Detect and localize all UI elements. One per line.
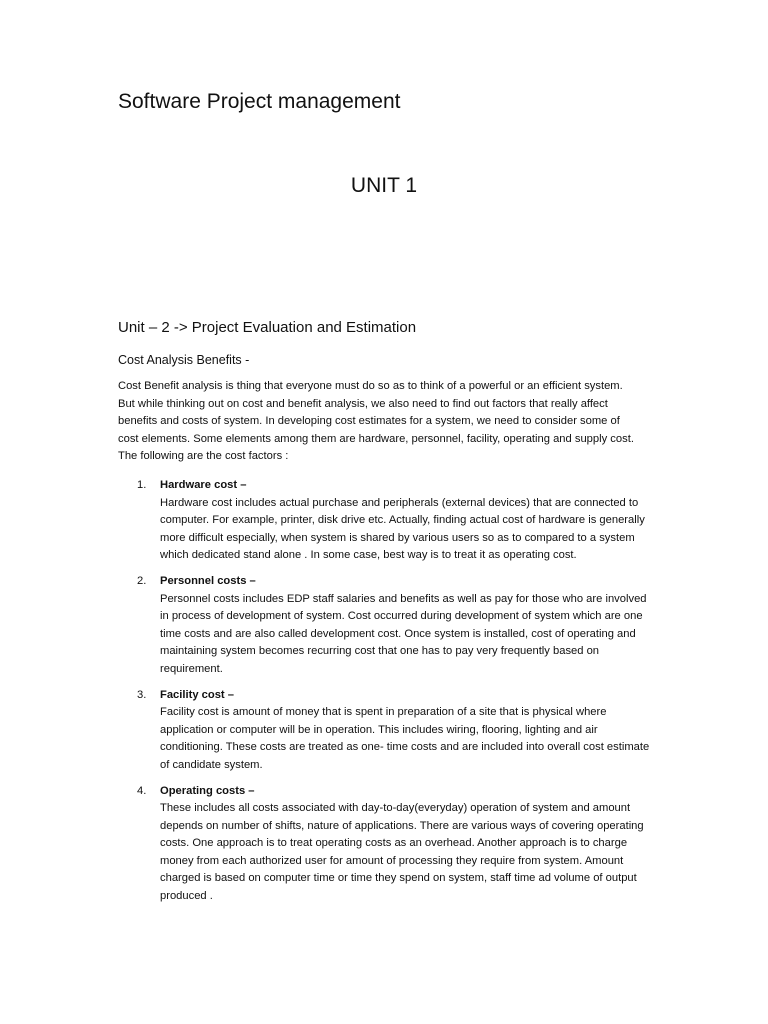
list-item-text: Facility cost is amount of money that is spent in preparation of a site that is physical where application or computer will be in operation. This includes wiring, flooring, lighting and air conditioning. These costs are treated as one- time costs and are included into overall cost estimate of candidate system. <box>160 706 650 771</box>
list-item-text: Hardware cost includes actual purchase and peripherals (external devices) that are connected to computer. For example, printer, disk drive etc. Actually, finding actual cost of hardware is generally more difficult especially, when system is shared by various users so as to compared to a system which dedicated stand alone . In some case, best way is to treat it as operating cost. <box>160 496 645 562</box>
document-title: Software Project management <box>118 90 401 113</box>
list-item-hardware-cost <box>118 477 653 565</box>
cost-factor-list <box>118 477 653 914</box>
list-item-number: 2. <box>137 574 147 587</box>
intro-paragraph: Cost Benefit analysis is thing that everyone must do so as to think of a powerful or an efficient system. But while thinking out on cost and benefit analysis, we also need to find out factors that really affect benefits and costs of system. In developing cost estimates for a system, we need to consider some of cost elements. Some elements among them are hardware, personnel, facility, operating and supply cost. The following are the cost factors : <box>118 380 634 463</box>
list-item-text: Personnel costs includes EDP staff salaries and benefits as well as pay for those who are involved in process of development of system. Cost occurred during development of system which are one time costs and are also called development cost. Once system is installed, cost of operating and maintaining system becomes recurring cost that one has to pay very frequently based on requirement. <box>160 592 647 675</box>
list-item-heading: Facility cost – <box>160 688 234 701</box>
section-heading: Unit – 2 -> Project Evaluation and Estimation <box>118 319 417 336</box>
list-item-personnel-costs <box>118 573 653 679</box>
list-item-text: These includes all costs associated with day-to-day(everyday) operation of system and amount depends on number of shifts, nature of applications. There are various ways of covering operating costs. One approach is to treat operating costs as an overhead. Another approach is to charge money from each authorized user for amount of processing they require from system. Amount charged is based on computer time or time they spend on system, staff time ad volume of output produced . <box>160 802 644 903</box>
list-item-heading: Personnel costs – <box>160 574 256 587</box>
list-item-heading: Operating costs – <box>160 784 255 797</box>
list-item-operating-costs <box>118 783 653 906</box>
subsection-heading: Cost Analysis Benefits - <box>118 353 250 367</box>
list-item-number: 1. <box>137 479 147 491</box>
list-item-heading: Hardware cost – <box>160 479 247 491</box>
list-item-number: 3. <box>137 688 147 701</box>
unit-title: UNIT 1 <box>350 174 418 197</box>
list-item-facility-cost <box>118 687 653 775</box>
list-item-number: 4. <box>137 784 147 797</box>
